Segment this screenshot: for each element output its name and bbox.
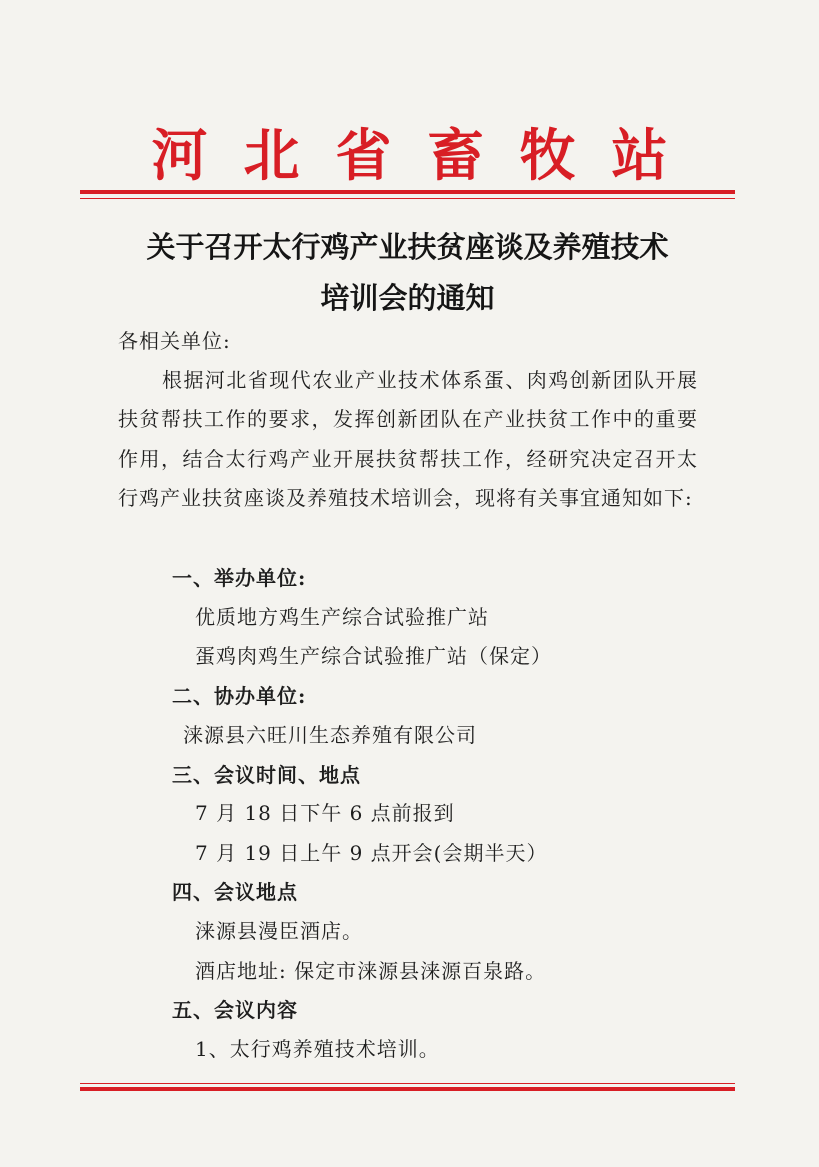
- footer-rule-thin: [80, 1083, 735, 1084]
- intro-paragraph: 根据河北省现代农业产业技术体系蛋、肉鸡创新团队开展扶贫帮扶工作的要求，发挥创新团队在产业扶贫工作中的重要作用，结合太行鸡产业开展扶贫帮扶工作，经研究决定召开太行鸡产业扶贫座谈及养殖技术培训会，现将有关事宜通知如下:: [118, 368, 698, 510]
- document-title-line2: 培训会的通知: [320, 281, 495, 315]
- organizer-item: 蛋鸡肉鸡生产综合试验推广站（保定）: [195, 644, 552, 668]
- section-heading-time-place: 三、会议时间、地点: [172, 763, 361, 787]
- content-item: 1、太行鸡养殖技术培训。: [195, 1037, 440, 1061]
- venue-item: 涞源县漫臣酒店。: [195, 919, 363, 943]
- section-heading-venue: 四、会议地点: [172, 880, 298, 904]
- section-heading-organizer: 一、举办单位:: [172, 566, 307, 590]
- document-title-line1: 关于召开太行鸡产业扶贫座谈及养殖技术: [146, 230, 669, 264]
- header-red-rule: [80, 190, 735, 199]
- section-heading-content: 五、会议内容: [172, 998, 298, 1022]
- section-heading-co-organizer: 二、协办单位:: [172, 684, 307, 708]
- venue-address: 酒店地址: 保定市涞源县涞源百泉路。: [195, 959, 547, 983]
- header-rule-thick: [80, 190, 735, 194]
- footer-rule-thick: [80, 1087, 735, 1091]
- schedule-item: 7 月 18 日下午 6 点前报到: [195, 801, 455, 825]
- salutation: 各相关单位:: [118, 329, 231, 353]
- footer-red-rule: [80, 1083, 735, 1091]
- agency-name-header: 河北省畜牧站: [151, 123, 704, 189]
- schedule-item: 7 月 19 日上午 9 点开会(会期半天）: [195, 841, 548, 865]
- header-rule-thin: [80, 198, 735, 199]
- organizer-item: 优质地方鸡生产综合试验推广站: [195, 605, 489, 629]
- co-organizer-item: 涞源县六旺川生态养殖有限公司: [183, 723, 477, 747]
